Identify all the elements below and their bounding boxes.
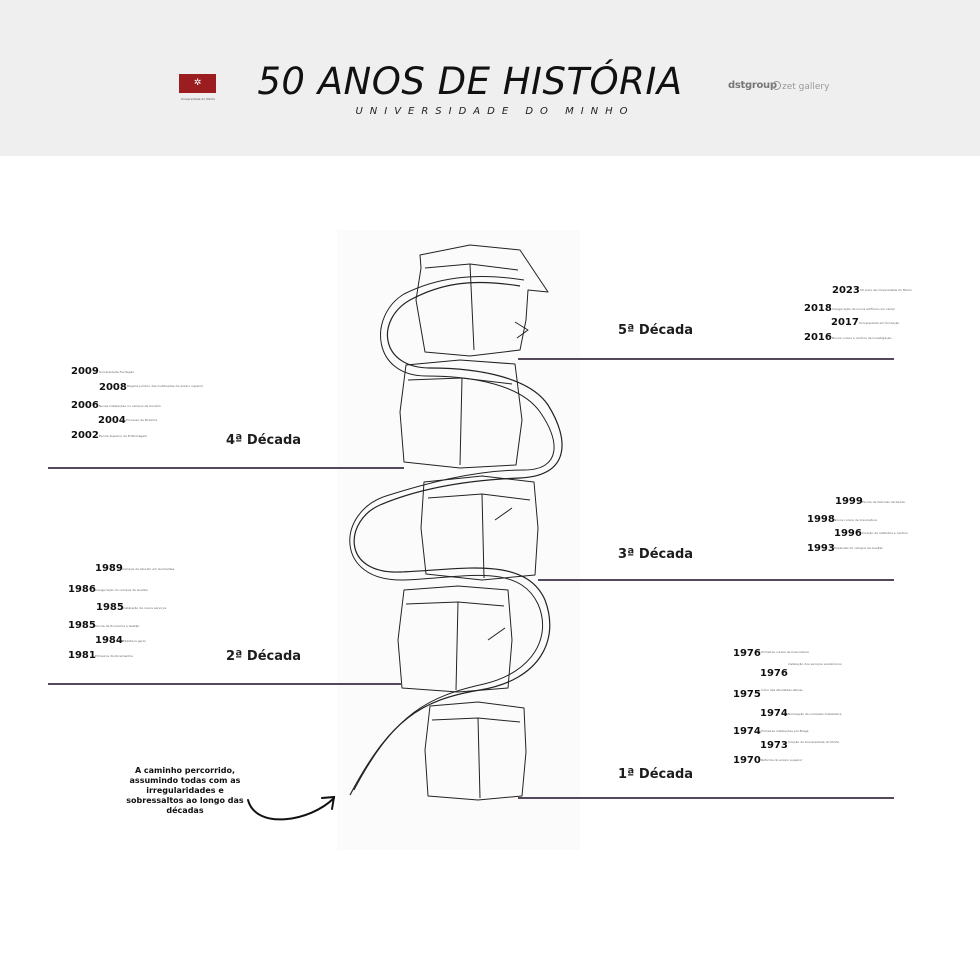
event-text: Inauguração de novos edifícios nos campi (832, 307, 895, 311)
event-year: 1981 (68, 650, 96, 661)
event-year: 1970 (733, 755, 761, 766)
event-year: 2018 (804, 303, 832, 314)
decade-line-2 (48, 683, 402, 685)
event-year: 1985 (68, 620, 96, 631)
event-year: 1985 (96, 602, 124, 613)
event-text: Biblioteca geral (122, 639, 146, 643)
event-text: Processo de Bolonha (126, 418, 158, 422)
event-year: 1998 (807, 514, 835, 525)
event-year: 1976 (733, 648, 761, 659)
event-text: Escola de Ciências da Saúde (862, 500, 905, 504)
decade-label-5: 5ª Década (618, 323, 694, 338)
event-year: 1986 (68, 584, 96, 595)
event-year: 1984 (95, 635, 123, 646)
flag-caption: Universidade do Minho (180, 97, 216, 101)
event-year: 2009 (71, 366, 99, 377)
decade-label-3: 3ª Década (618, 547, 694, 562)
page-subtitle: UNIVERSIDADE DO MINHO (355, 106, 635, 117)
event-text: Instalação dos serviços académicos (788, 662, 842, 666)
event-text: 50 anos da Universidade do Minho (860, 288, 912, 292)
flag-emblem-icon: ✲ (193, 78, 202, 88)
event-year: 2016 (804, 332, 832, 343)
event-year: 1973 (760, 740, 788, 751)
event-text: Reforma do ensino superior (761, 758, 803, 762)
event-text: Universidade Fundação (99, 370, 135, 374)
event-text: Universidade em fundação (859, 321, 900, 325)
decade-label-4: 4ª Década (226, 433, 302, 448)
event-text: Novos cursos de licenciatura (834, 518, 878, 522)
event-year: 1974 (733, 726, 761, 737)
sculpture-block-5 (416, 245, 548, 356)
event-text: Escola Superior de Enfermagem (99, 434, 148, 438)
caption-arrow-icon (248, 797, 334, 819)
decade-label-1: 1ª Década (618, 767, 694, 782)
event-year: 2002 (71, 430, 99, 441)
event-year: 2004 (98, 415, 126, 426)
sculpture-caption: A caminho percorrido, assumindo todas com as irregularidades e sobressaltos ao longo das décadas (126, 766, 244, 815)
event-text: Expansão do campus de Gualtar (834, 546, 883, 550)
event-text: Primeiros cursos de licenciatura (761, 650, 809, 654)
sponsor-logo-dstgroup: dstgroup (728, 80, 777, 91)
event-year: 1996 (834, 528, 862, 539)
event-year: 1974 (760, 708, 788, 719)
event-year: 2008 (99, 382, 127, 393)
event-text: Início das atividades letivas (761, 688, 803, 692)
sculpture-block-3 (421, 476, 538, 580)
event-text: Nomeação da comissão instaladora (788, 712, 842, 716)
decade-line-3 (538, 579, 894, 581)
event-year: 2017 (831, 317, 859, 328)
event-text: Primeiros doutoramentos (95, 654, 133, 658)
event-year: 2023 (832, 285, 860, 296)
event-text: Inauguração do campus de Gualtar (95, 588, 148, 592)
decade-label-2: 2ª Década (226, 649, 302, 664)
event-text: Criação da Universidade do Minho (788, 740, 840, 744)
decade-line-1 (518, 797, 894, 799)
decade-line-5 (518, 358, 894, 360)
decade-line-4 (48, 467, 404, 469)
event-year: 1999 (835, 496, 863, 507)
event-text: Instalação de novos serviços (123, 606, 167, 610)
event-year: 1993 (807, 543, 835, 554)
event-text: Novas instalações no campus de Azurém (99, 404, 161, 408)
event-text: Primeiras instalações em Braga (761, 729, 809, 733)
event-text: Escola de Economia e Gestão (95, 624, 140, 628)
event-year: 1989 (95, 563, 123, 574)
sponsor-logo-text: zet gallery (782, 82, 830, 92)
event-year: 1976 (760, 668, 788, 679)
event-text: Campus de Azurém em Guimarães (122, 567, 175, 571)
event-text: Criação de institutos e centros (862, 531, 908, 535)
sculpture-block-1 (425, 702, 526, 800)
event-text: Novos cursos e centros de investigação (832, 336, 892, 340)
page-title: 50 ANOS DE HISTÓRIA (257, 60, 683, 103)
event-year: 2006 (71, 400, 99, 411)
event-text: Regime jurídico das instituições de ensino superior (127, 384, 204, 388)
event-year: 1975 (733, 689, 761, 700)
